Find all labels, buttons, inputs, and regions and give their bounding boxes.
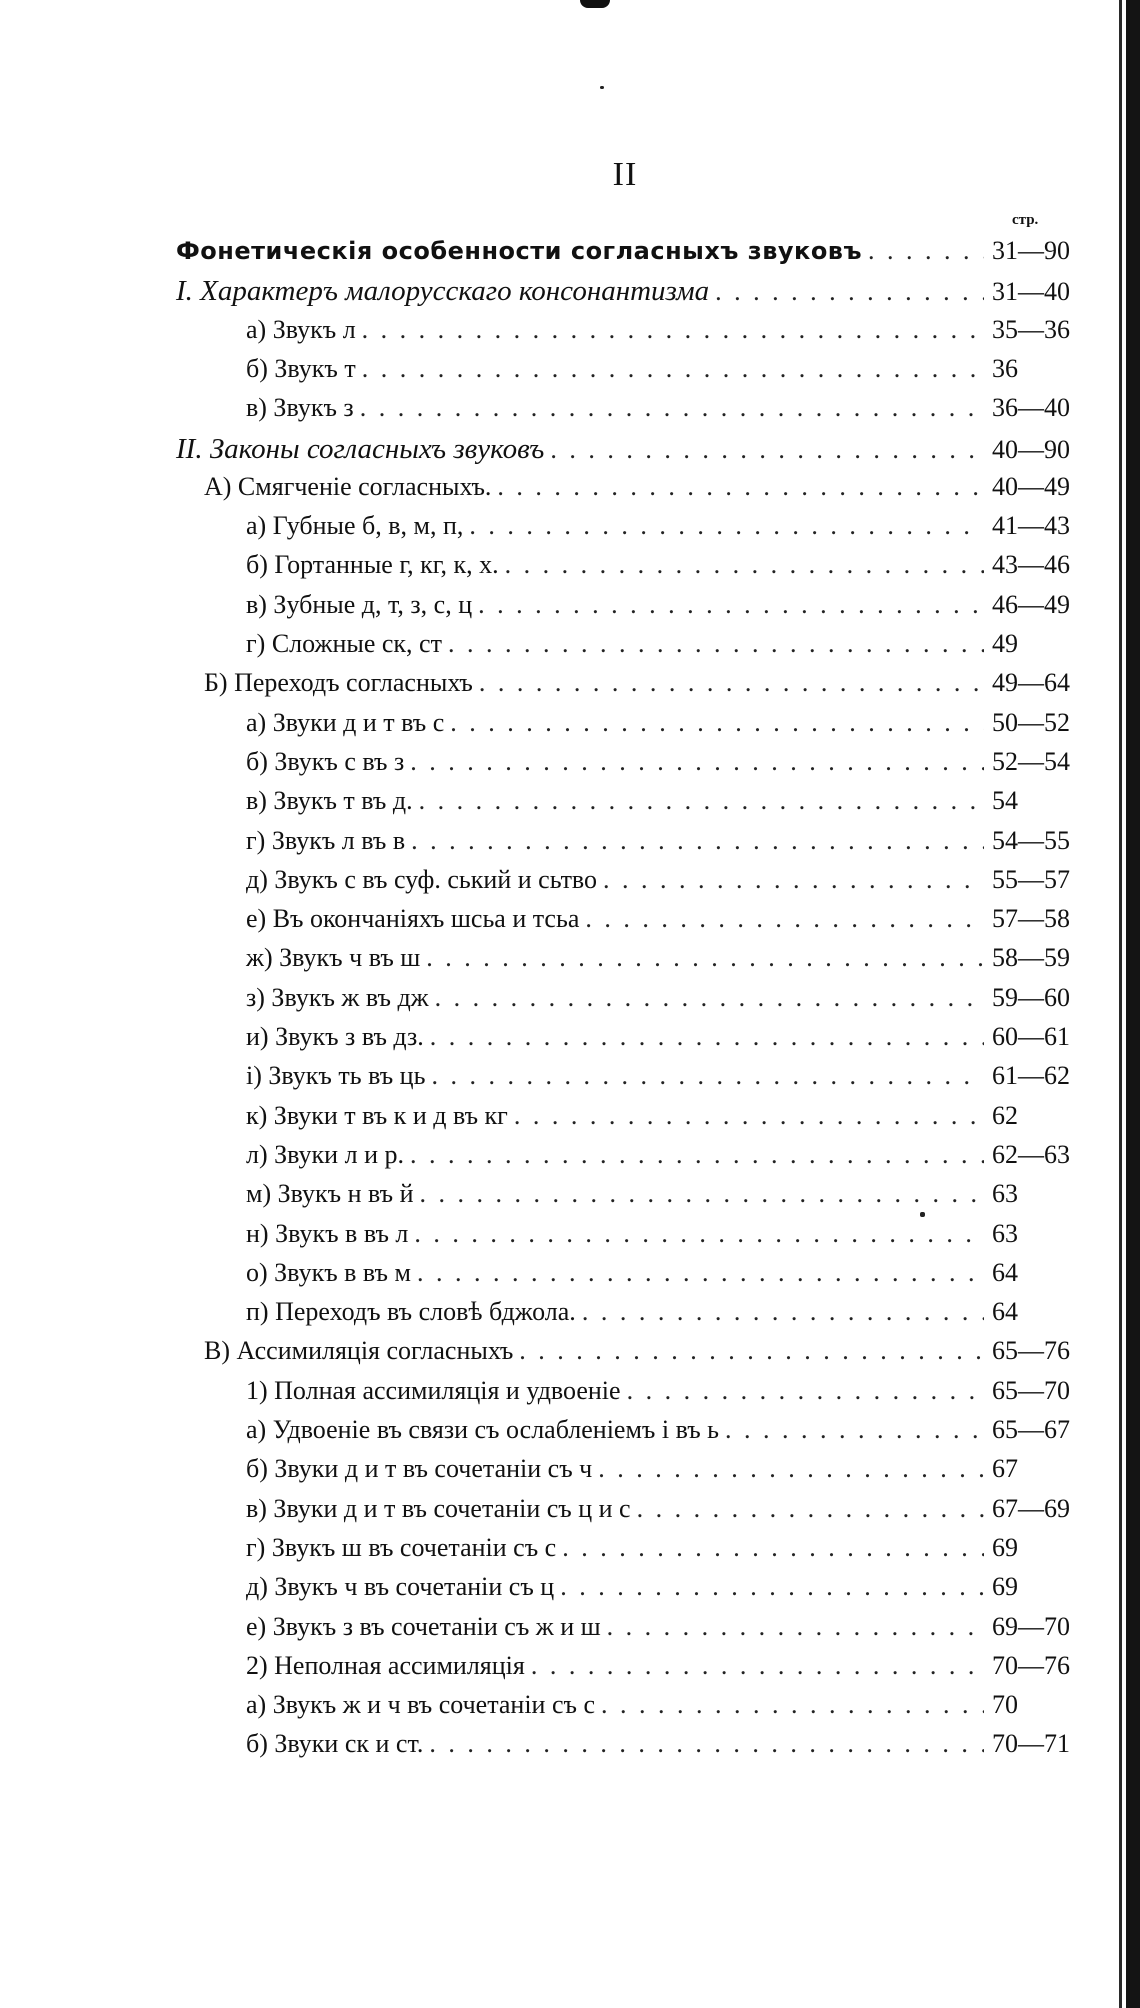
- toc-entry-page: 31—90: [992, 236, 1070, 265]
- toc-entry-page: 63: [992, 1179, 1018, 1209]
- toc-entry: [246, 590, 1088, 626]
- toc-entry-page: 67—69: [992, 1493, 1070, 1523]
- toc-entry: [246, 511, 1088, 547]
- toc-entry-title: г) Сложные ск, ст: [246, 629, 442, 658]
- toc-leader-dots: [519, 1336, 984, 1366]
- toc-leader-dots: [431, 1061, 984, 1091]
- toc-leader-dots: [637, 1494, 984, 1524]
- page-column-header: стр.: [1012, 212, 1039, 228]
- toc-leader-dots: [419, 786, 984, 816]
- toc-entry-title: а) Губные б, в, м, п,: [246, 511, 464, 541]
- toc-entry-title: Фонетическія особенности согласныхъ звуковъ: [176, 237, 863, 265]
- toc-leader-dots: [497, 472, 984, 502]
- toc-entry-title: ж) Звукъ ч въ ш: [246, 943, 421, 973]
- toc-entry: [246, 865, 1088, 901]
- toc-entry: [246, 354, 1088, 390]
- toc-leader-dots: [505, 550, 984, 580]
- page-edge-shadow: [1126, 0, 1140, 2008]
- toc-entry-page: 64: [992, 1257, 1018, 1287]
- toc-entry-title: е) Въ окончаніяхъ шсьа и тсьа: [246, 904, 580, 934]
- toc-leader-dots: [531, 1651, 984, 1681]
- toc-entry: [246, 1061, 1088, 1097]
- toc-entry-page: 70: [992, 1690, 1018, 1720]
- toc-leader-dots: [362, 354, 984, 384]
- toc-entry-title: Б) Переходъ согласныхъ: [204, 668, 473, 698]
- toc-entry-title: з) Звукъ ж въ дж: [246, 982, 429, 1012]
- toc-entry-title: о) Звукъ в въ м: [246, 1257, 411, 1287]
- toc-entry-page: 55—57: [992, 864, 1070, 894]
- toc-entry-page: 65—76: [992, 1336, 1070, 1366]
- toc-entry-page: 69: [992, 1532, 1018, 1562]
- toc-entry: [246, 1140, 1088, 1176]
- toc-leader-dots: [450, 708, 984, 738]
- toc-entry-title: б) Звуки д и т въ сочетаніи съ ч: [246, 1454, 593, 1484]
- toc-entry: [246, 1219, 1088, 1255]
- toc-entry-title: а) Звуки д и т въ с: [246, 707, 445, 737]
- toc-entry-title: в) Звуки д и т въ сочетаніи съ ц и с: [246, 1493, 631, 1523]
- toc-entry: [246, 1651, 1088, 1687]
- toc-entry: [176, 433, 1088, 469]
- toc-entry-page: 49: [992, 629, 1018, 658]
- toc-leader-dots: [603, 865, 984, 895]
- toc-entry-title: б) Звуки ск и ст.: [246, 1729, 424, 1759]
- toc-leader-dots: [550, 435, 984, 465]
- toc-entry: [246, 708, 1088, 744]
- toc-entry-title: A) Смягченіе согласныхъ.: [204, 471, 492, 501]
- toc-entry-page: 54—55: [992, 825, 1070, 855]
- toc-entry-page: 64: [992, 1297, 1018, 1327]
- toc-entry-page: 35—36: [992, 314, 1070, 344]
- toc-entry-title: II. Законы согласныхъ звуковъ: [176, 432, 545, 465]
- toc-leader-dots: [417, 1258, 984, 1288]
- toc-entry-title: и) Звукъ з въ дз.: [246, 1022, 424, 1051]
- toc-leader-dots: [430, 1022, 984, 1052]
- toc-entry-title: а) Звукъ ж и ч въ сочетаніи съ с: [246, 1690, 595, 1720]
- toc-entry-page: 61—62: [992, 1061, 1070, 1091]
- toc-leader-dots: [410, 1140, 984, 1170]
- toc-entry: [246, 1494, 1088, 1530]
- toc-leader-dots: [448, 629, 984, 659]
- toc-leader-dots: [435, 983, 984, 1013]
- toc-entry: [204, 1336, 1088, 1372]
- toc-leader-dots: [627, 1376, 984, 1406]
- toc-leader-dots: [868, 236, 984, 266]
- toc-entry-page: 36—40: [992, 393, 1070, 423]
- toc-entry-page: 69—70: [992, 1611, 1070, 1641]
- toc-leader-dots: [411, 826, 984, 856]
- toc-entry: [246, 1690, 1088, 1726]
- toc-entry-title: в) Зубные д, т, з, с, ц: [246, 589, 473, 619]
- toc-entry-page: 67: [992, 1454, 1018, 1484]
- toc-leader-dots: [479, 668, 984, 698]
- toc-leader-dots: [514, 1101, 984, 1131]
- toc-entry-title: е) Звукъ з въ сочетаніи съ ж и ш: [246, 1611, 601, 1641]
- toc-entry-title: б) Гортанные г, кг, к, х.: [246, 550, 499, 580]
- toc-entry: [246, 1101, 1088, 1137]
- top-ink-mark: [580, 0, 610, 8]
- toc-entry: [246, 1258, 1088, 1294]
- toc-entry-title: к) Звуки т въ к и д въ кг: [246, 1100, 508, 1130]
- page-number: II: [612, 156, 638, 193]
- toc-entry-title: в) Звукъ т въ д.: [246, 786, 413, 816]
- toc-entry: [204, 472, 1088, 508]
- toc-entry-page: 40—90: [992, 434, 1070, 464]
- toc-entry: [246, 1179, 1088, 1215]
- toc-leader-dots: [598, 1454, 984, 1484]
- toc-leader-dots: [562, 1533, 984, 1563]
- toc-entry-page: 31—40: [992, 277, 1070, 307]
- toc-leader-dots: [469, 511, 984, 541]
- toc-entry: [176, 275, 1088, 311]
- toc-entry: [246, 1376, 1088, 1412]
- toc-entry-page: 65—67: [992, 1415, 1070, 1444]
- toc-leader-dots: [414, 1219, 984, 1249]
- toc-entry-title: г) Звукъ л въ в: [246, 825, 406, 855]
- toc-entry: [246, 315, 1088, 351]
- toc-entry-title: б) Звукъ т: [246, 353, 356, 383]
- toc-entry-title: 1) Полная ассимиляція и удвоеніе: [246, 1375, 621, 1405]
- toc-entry-page: 63: [992, 1218, 1018, 1248]
- toc-entry: [246, 943, 1088, 979]
- toc-entry-title: В) Ассимиляція согласныхъ: [204, 1336, 514, 1366]
- toc-entry-page: 58—59: [992, 943, 1070, 973]
- page-edge-line: [1119, 0, 1122, 2008]
- toc-entry: [246, 747, 1088, 783]
- toc-entry-title: а) Удвоеніе въ связи съ ослабленіемъ і въ ь: [246, 1415, 720, 1444]
- toc-entry-page: 54: [992, 786, 1018, 816]
- ink-speck: [600, 86, 604, 89]
- toc-entry: [246, 1572, 1088, 1608]
- toc-entry-title: 2) Неполная ассимиляція: [246, 1650, 525, 1680]
- toc-leader-dots: [426, 943, 984, 973]
- toc-entry-title: в) Звукъ з: [246, 393, 354, 423]
- toc-entry-page: 43—46: [992, 550, 1070, 580]
- toc-entry: [246, 904, 1088, 940]
- toc-entry-page: 60—61: [992, 1022, 1070, 1051]
- toc-entry: [246, 1729, 1088, 1765]
- toc-entry-page: 70—76: [992, 1650, 1070, 1680]
- toc-leader-dots: [725, 1415, 984, 1445]
- toc-entry-page: 52—54: [992, 746, 1070, 776]
- toc-entry-title: і) Звукъ ть въ ць: [246, 1061, 426, 1091]
- toc-leader-dots: [410, 747, 984, 777]
- toc-entry-title: н) Звукъ в въ л: [246, 1218, 409, 1248]
- toc-leader-dots: [715, 277, 984, 307]
- toc-entry: [246, 983, 1088, 1019]
- toc-leader-dots: [560, 1572, 984, 1602]
- toc-entry-page: 65—70: [992, 1375, 1070, 1405]
- toc-leader-dots: [582, 1297, 984, 1327]
- toc-entry-page: 46—49: [992, 589, 1070, 619]
- toc-entry-page: 36: [992, 353, 1018, 383]
- toc-entry-page: 57—58: [992, 904, 1070, 934]
- toc-leader-dots: [429, 1729, 984, 1759]
- toc-entry-page: 62: [992, 1100, 1018, 1130]
- toc-entry-page: 62—63: [992, 1139, 1070, 1169]
- toc-entry: [176, 236, 1088, 272]
- toc-entry: [246, 1022, 1088, 1058]
- toc-entry: [246, 1415, 1088, 1451]
- toc-entry-title: м) Звукъ н въ й: [246, 1179, 414, 1209]
- toc-entry-title: б) Звукъ с въ з: [246, 746, 405, 776]
- toc-entry-page: 50—52: [992, 707, 1070, 737]
- toc-entry-title: л) Звуки л и р.: [246, 1139, 404, 1169]
- toc-entry-title: а) Звукъ л: [246, 314, 356, 344]
- toc-entry: [246, 826, 1088, 862]
- toc-entry: [204, 668, 1088, 704]
- toc-entry: [246, 393, 1088, 429]
- toc-leader-dots: [362, 315, 984, 345]
- toc-entry: [246, 629, 1088, 665]
- toc-entry: [246, 786, 1088, 822]
- toc-leader-dots: [360, 393, 984, 423]
- toc-leader-dots: [601, 1690, 984, 1720]
- toc-entry-page: 40—49: [992, 471, 1070, 501]
- toc-entry: [246, 1297, 1088, 1333]
- toc-entry-title: п) Переходъ въ словѣ бджола.: [246, 1297, 576, 1327]
- toc-entry-page: 41—43: [992, 511, 1070, 541]
- toc-leader-dots: [585, 904, 984, 934]
- toc-entry-page: 49—64: [992, 668, 1070, 698]
- toc-entry: [246, 550, 1088, 586]
- toc-entry-title: д) Звукъ ч въ сочетаніи съ ц: [246, 1572, 555, 1602]
- toc-leader-dots: [420, 1179, 984, 1209]
- toc-leader-dots: [607, 1612, 984, 1642]
- toc-entry-page: 70—71: [992, 1729, 1070, 1759]
- toc-entry-page: 69: [992, 1572, 1018, 1602]
- toc-entry-title: I. Характеръ малорусскаго консонантизма: [176, 275, 710, 308]
- toc-entry: [246, 1612, 1088, 1648]
- toc-entry: [246, 1533, 1088, 1569]
- toc-entry-page: 59—60: [992, 982, 1070, 1012]
- toc-entry: [246, 1454, 1088, 1490]
- toc-leader-dots: [478, 590, 984, 620]
- toc-entry-title: д) Звукъ с въ суф. ський и сьтво: [246, 864, 598, 894]
- toc-entry-title: г) Звукъ ш въ сочетаніи съ с: [246, 1532, 557, 1562]
